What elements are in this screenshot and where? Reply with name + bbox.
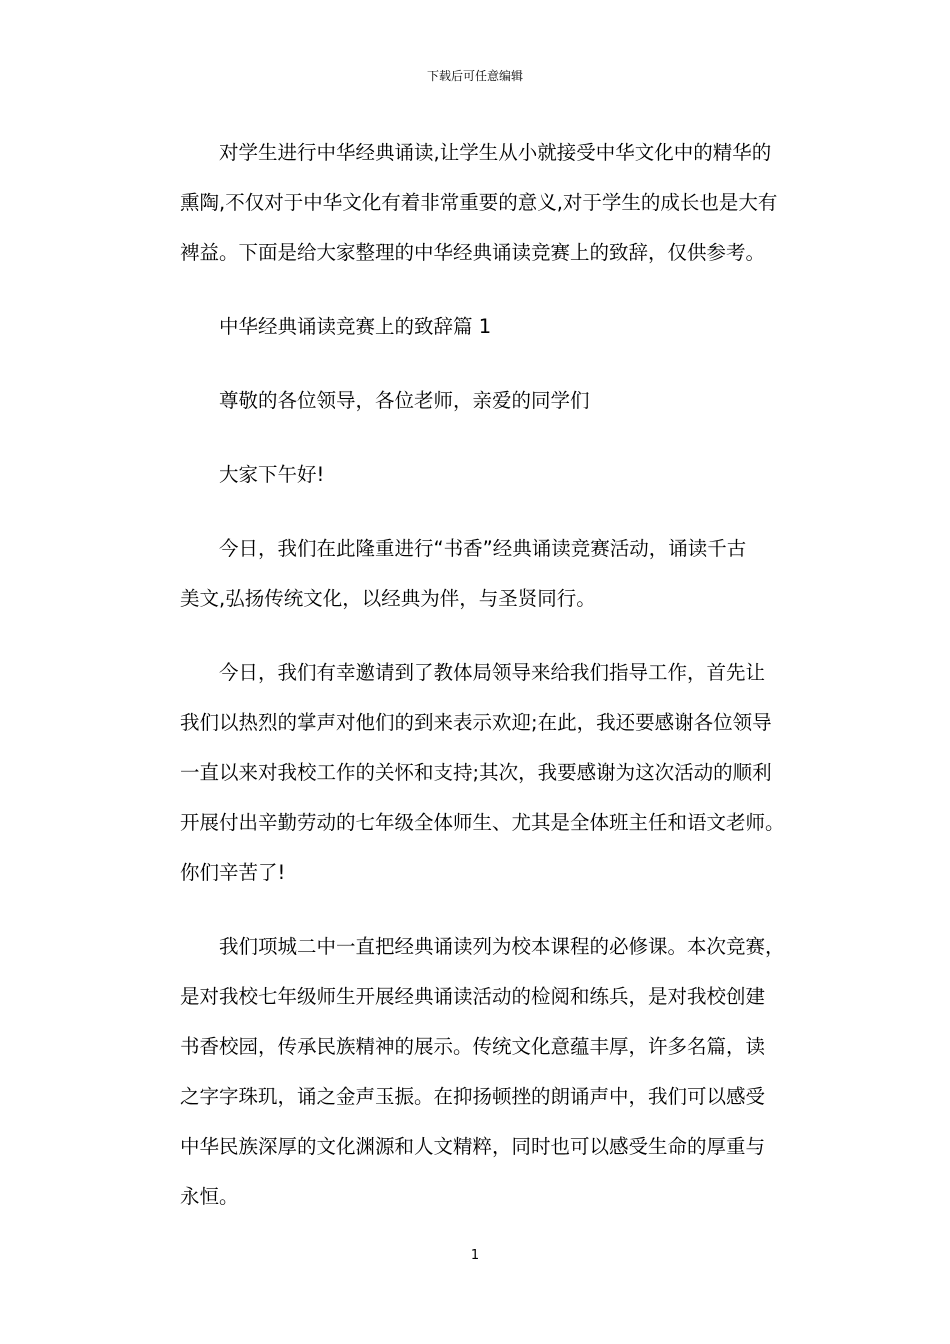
salutation <box>180 376 770 426</box>
section-heading <box>180 302 770 352</box>
paragraph-line: 我们以热烈的掌声对他们的到来表示欢迎;在此，我还要感谢各位领导 <box>180 711 772 734</box>
paragraph-event <box>180 524 770 624</box>
paragraph-line: 我们项城二中一直把经典诵读列为校本课程的必修课。本次竞赛， <box>219 935 785 958</box>
paragraph-line: 永恒。 <box>180 1185 239 1208</box>
paragraph-line: 书香校园，传承民族精神的展示。传统文化意蕴丰厚，许多名篇，读 <box>180 1035 766 1058</box>
paragraph-thanks <box>180 648 785 898</box>
paragraph-line: 中华民族深厚的文化渊源和人文精粹，同时也可以感受生命的厚重与 <box>180 1135 766 1158</box>
page-number: 1 <box>470 1248 480 1263</box>
paragraph-line: 今日，我们有幸邀请到了教体局领导来给我们指导工作，首先让 <box>219 661 766 684</box>
paragraph-line: 今日，我们在此隆重进行“书香”经典诵读竞赛活动，诵读千古 <box>219 537 747 560</box>
greeting-text: 大家下午好! <box>219 463 325 486</box>
paragraph-intro <box>180 128 778 278</box>
section-heading-text: 中华经典诵读竞赛上的致辞篇 1 <box>219 315 492 338</box>
paragraph-line: 对学生进行中华经典诵读,让学生从小就接受中华文化中的精华的 <box>219 141 772 164</box>
greeting <box>180 450 770 500</box>
paragraph-line: 裨益。下面是给大家整理的中华经典诵读竞赛上的致辞，仅供参考。 <box>180 241 766 264</box>
salutation-text: 尊敬的各位领导，各位老师，亲爱的同学们 <box>219 389 590 412</box>
paragraph-line: 一直以来对我校工作的关怀和支持;其次，我要感谢为这次活动的顺利 <box>180 761 772 784</box>
header-note: 下载后可任意编辑 <box>426 69 523 83</box>
paragraph-line: 美文,弘扬传统文化，以经典为伴，与圣贤同行。 <box>180 587 596 610</box>
paragraph-line: 之字字珠玑，诵之金声玉振。在抑扬顿挫的朗诵声中，我们可以感受 <box>180 1085 766 1108</box>
paragraph-line: 是对我校七年级师生开展经典诵读活动的检阅和练兵，是对我校创建 <box>180 985 766 1008</box>
paragraph-school <box>180 922 785 1222</box>
paragraph-line: 开展付出辛勤劳动的七年级全体师生、尤其是全体班主任和语文老师。 <box>180 811 785 834</box>
paragraph-line: 你们辛苦了! <box>180 861 286 884</box>
paragraph-line: 熏陶,不仅对于中华文化有着非常重要的意义,对于学生的成长也是大有 <box>180 191 778 214</box>
document-body <box>180 128 785 1246</box>
